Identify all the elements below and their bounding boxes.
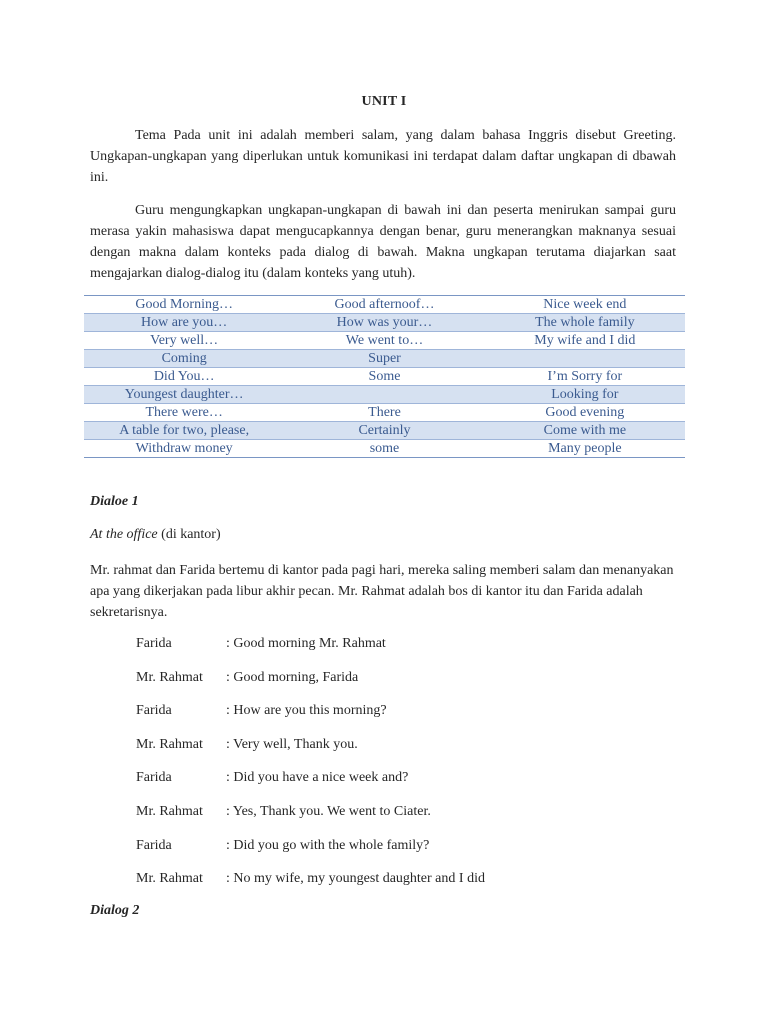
table-cell: There were…: [145, 405, 223, 420]
table-cell: I’m Sorry for: [547, 369, 623, 384]
dialog-line: [136, 701, 656, 735]
dialog-line: [136, 735, 656, 769]
table-cell: Youngest daughter…: [84, 386, 284, 404]
table-row: [84, 368, 685, 386]
table-cell: some: [369, 441, 400, 456]
dialog-speaker: Mr. Rahmat: [136, 871, 203, 887]
table-cell: There: [368, 405, 401, 420]
table-cell: Super: [284, 350, 484, 368]
table-cell: Good Morning…: [135, 297, 233, 312]
setting-location: At the office: [90, 527, 158, 542]
dialog-utterance: : Very well, Thank you.: [226, 736, 358, 752]
dialog-utterance: : Good morning Mr. Rahmat: [226, 636, 386, 651]
dialog1-lines: [136, 634, 656, 903]
table-cell: Good evening: [545, 405, 625, 420]
table-row: [84, 422, 685, 440]
table-row: [84, 386, 685, 404]
dialog1-setting: [90, 527, 221, 543]
dialog-speaker: Mr. Rahmat: [136, 803, 203, 819]
dialog-utterance: : How are you this morning?: [226, 703, 387, 719]
intro-paragraph-text: Tema Pada unit ini adalah memberi salam, yang dalam bahasa Inggris disebut Greeting. Ungkapan-ungkapan yang diperlukan untuk komunikasi ini terdapat dalam daftar ungkapan di dbawah ini.: [90, 128, 676, 185]
table-cell: Certainly: [284, 422, 484, 440]
dialog-line: [136, 869, 656, 903]
table-row: [84, 404, 685, 422]
dialog-line: [136, 836, 656, 870]
table-cell: Nice week end: [543, 297, 627, 312]
intro-paragraph: [90, 125, 676, 188]
table-cell: Coming: [84, 350, 284, 368]
dialog-utterance: : Did you go with the whole family?: [226, 837, 430, 853]
dialog-speaker: Mr. Rahmat: [136, 736, 203, 752]
table-cell: [485, 350, 685, 368]
dialog1-title: Dialoe 1: [90, 494, 139, 509]
vocabulary-table: [84, 295, 685, 458]
table-cell: How was your…: [284, 314, 484, 332]
table-cell: Some: [368, 369, 401, 384]
dialog-utterance: : Good morning, Farida: [226, 669, 359, 685]
dialog-speaker: Mr. Rahmat: [136, 669, 203, 685]
dialog-speaker: Farida: [136, 703, 172, 719]
table-cell: Withdraw money: [135, 441, 233, 456]
dialog2-title: Dialog 2: [90, 903, 140, 918]
dialog1-intro: Mr. rahmat dan Farida bertemu di kantor pada pagi hari, mereka saling memberi salam dan menanyakan apa yang dikerjakan pada libur akhir pecan. Mr. Rahmat adalah bos di kantor itu dan Farida adalah sekretarisnya.: [90, 563, 674, 620]
table-cell: Good afternoof…: [334, 297, 435, 312]
instruction-paragraph: [90, 200, 676, 284]
table-cell: Very well…: [150, 333, 219, 348]
table-cell: Did You…: [153, 369, 215, 384]
table-cell: Come with me: [485, 422, 685, 440]
table-cell: Many people: [548, 441, 622, 456]
dialog-line: [136, 668, 656, 702]
dialog-utterance: : Yes, Thank you. We went to Ciater.: [226, 803, 431, 819]
table-cell: The whole family: [485, 314, 685, 332]
table-cell: How are you…: [84, 314, 284, 332]
table-cell: A table for two, please,: [84, 422, 284, 440]
table-cell: Looking for: [485, 386, 685, 404]
table-cell: [284, 386, 484, 404]
dialog-line: [136, 802, 656, 836]
table-row: [84, 314, 685, 332]
dialog-utterance: : No my wife, my youngest daughter and I did: [226, 871, 485, 887]
table-cell: We went to…: [345, 333, 424, 348]
instruction-paragraph-text: Guru mengungkapkan ungkapan-ungkapan di bawah ini dan peserta menirukan sampai guru merasa yakin mahasiswa dapat mengucapkannya dengan benar, guru menerangkan maknanya sesuai dengan makna dalam konteks pada dialog di bawah. Makna ungkapan terutama diajarkan saat mengajarkan dialog-dialog itu (dalam konteks yang utuh).: [90, 203, 676, 281]
dialog-speaker: Farida: [136, 636, 172, 651]
dialog-utterance: : Did you have a nice week and?: [226, 770, 409, 786]
table-row: [84, 332, 685, 350]
dialog-line: [136, 768, 656, 802]
dialog-line: [136, 634, 656, 668]
dialog-speaker: Farida: [136, 837, 172, 853]
unit-title: UNIT I: [361, 94, 407, 109]
setting-translation: (di kantor): [157, 527, 221, 542]
dialog-speaker: Farida: [136, 770, 172, 786]
table-row: [84, 440, 685, 458]
table-row: [84, 296, 685, 314]
table-row: [84, 350, 685, 368]
table-cell: My wife and I did: [534, 333, 636, 348]
